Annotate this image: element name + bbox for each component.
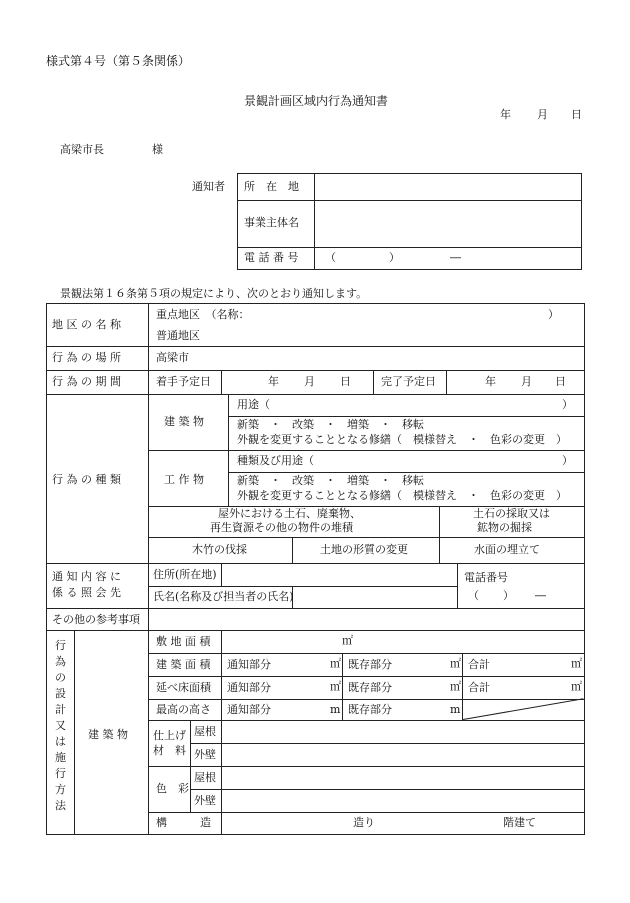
kind-building-repair[interactable]: 外観を変更することとなる修繕（ 模様替え ・ 色彩の変更 ） [237,433,567,446]
contact-phone-field[interactable]: （ ） ― [468,589,546,602]
form-number: 様式第４号（第５条関係） [46,54,191,68]
contact-address-field[interactable] [222,564,456,585]
contact-label-2: 係 る 照 会 先 [52,586,121,599]
place-value: 高梁市 [156,351,189,364]
honorific: 様 [152,143,163,156]
structure-field[interactable] [222,813,584,833]
contact-name-field[interactable] [293,587,456,607]
design-vertical-label: 行 為 の 設 計 又 は 施 行 方 法 [55,639,66,812]
finish-wall-field[interactable] [222,744,584,765]
finish-label-2: 材 料 [153,744,186,757]
phone-dash: ― [450,251,461,264]
kind-water[interactable]: 水面の埋立て [474,543,540,556]
phone-open: （ [325,251,336,264]
design-building-label: 建 築 物 [88,728,128,741]
kind-structure-use[interactable]: 種類及び用途（ [237,454,314,467]
notifier-phone-field[interactable] [315,248,580,268]
building-area-label: 建 築 面 積 [156,658,211,671]
recipient: 高梁市長 [60,143,104,156]
kind-structure-label: 工 作 物 [164,473,204,486]
max-height-label: 最高の高さ [156,703,211,716]
district-key-close: ） [548,308,559,321]
contact-phone-label: 電話番号 [464,571,508,584]
district-key-area[interactable]: 重点地区 （名称： [156,308,250,321]
structure-label: 構 造 [156,816,211,829]
phone-close: ） [389,251,400,264]
notifier-label: 通知者 [192,180,225,193]
floor-area-label: 延べ床面積 [156,681,211,694]
kind-building-use[interactable]: 用途（ [237,398,270,411]
kind-soil-2[interactable]: 鉱物の掘採 [477,521,532,534]
kind-outdoor-1[interactable]: 屋外における土石、廃棄物、 [218,507,361,520]
period-end-field[interactable]: 年 月 日 [485,375,566,388]
kind-structure-repair[interactable]: 外観を変更することとなる修繕（ 模様替え ・ 色彩の変更 ） [237,489,567,502]
date-day: 日 [571,108,582,121]
kind-building-label: 建 築 物 [164,415,204,428]
site-area-label: 敷 地 面 積 [156,635,211,648]
finish-roof-field[interactable] [222,721,584,742]
notifier-address-field[interactable] [315,174,580,199]
intro-text: 景観法第１６条第５項の規定により、次のとおり通知します。 [60,287,368,300]
period-start-field[interactable]: 年 月 日 [268,375,351,388]
kind-land[interactable]: 土地の形質の変更 [320,543,408,556]
kind-label: 行 為 の 種 類 [52,473,121,486]
place-label: 行 為 の 場 所 [52,351,121,364]
kind-bamboo[interactable]: 木竹の伐採 [192,543,247,556]
period-end-label: 完了予定日 [381,375,436,388]
color-label: 色 彩 [156,782,189,795]
kind-soil-1[interactable]: 土石の採取又は [473,507,550,520]
notifier-entity-field[interactable] [315,201,580,246]
contact-address-label: 住所(所在地) [153,568,217,581]
district-normal-area[interactable]: 普通地区 [156,329,200,342]
kind-structure-acts[interactable]: 新築 ・ 改築 ・ 増築 ・ 移転 [237,474,424,487]
other-label: その他の参考事項 [52,613,140,626]
date-month: 月 [537,108,548,121]
finish-label-1: 仕上げ [153,729,186,742]
color-roof-field[interactable] [222,767,584,788]
notifier-entity-label: 事業主体名 [244,216,299,229]
period-label: 行 為 の 期 間 [52,375,121,388]
contact-name-label: 氏名(名称及び担当者の氏名) [153,590,294,603]
notifier-phone-label: 電 話 番 号 [244,251,299,264]
other-field[interactable] [149,609,583,629]
period-start-label: 着手予定日 [156,375,211,388]
site-area-field[interactable] [222,631,584,652]
kind-building-acts[interactable]: 新築 ・ 改築 ・ 増築 ・ 移転 [237,418,424,431]
district-label: 地 区 の 名 称 [52,318,121,331]
kind-outdoor-2[interactable]: 再生資源その他の物件の堆積 [210,521,353,534]
contact-label-1: 通 知 内 容 に [52,570,121,583]
notifier-address-label: 所 在 地 [244,180,299,193]
color-wall-field[interactable] [222,790,584,811]
page-title: 景観計画区域内行為通知書 [244,94,389,108]
date-year: 年 [500,108,511,121]
